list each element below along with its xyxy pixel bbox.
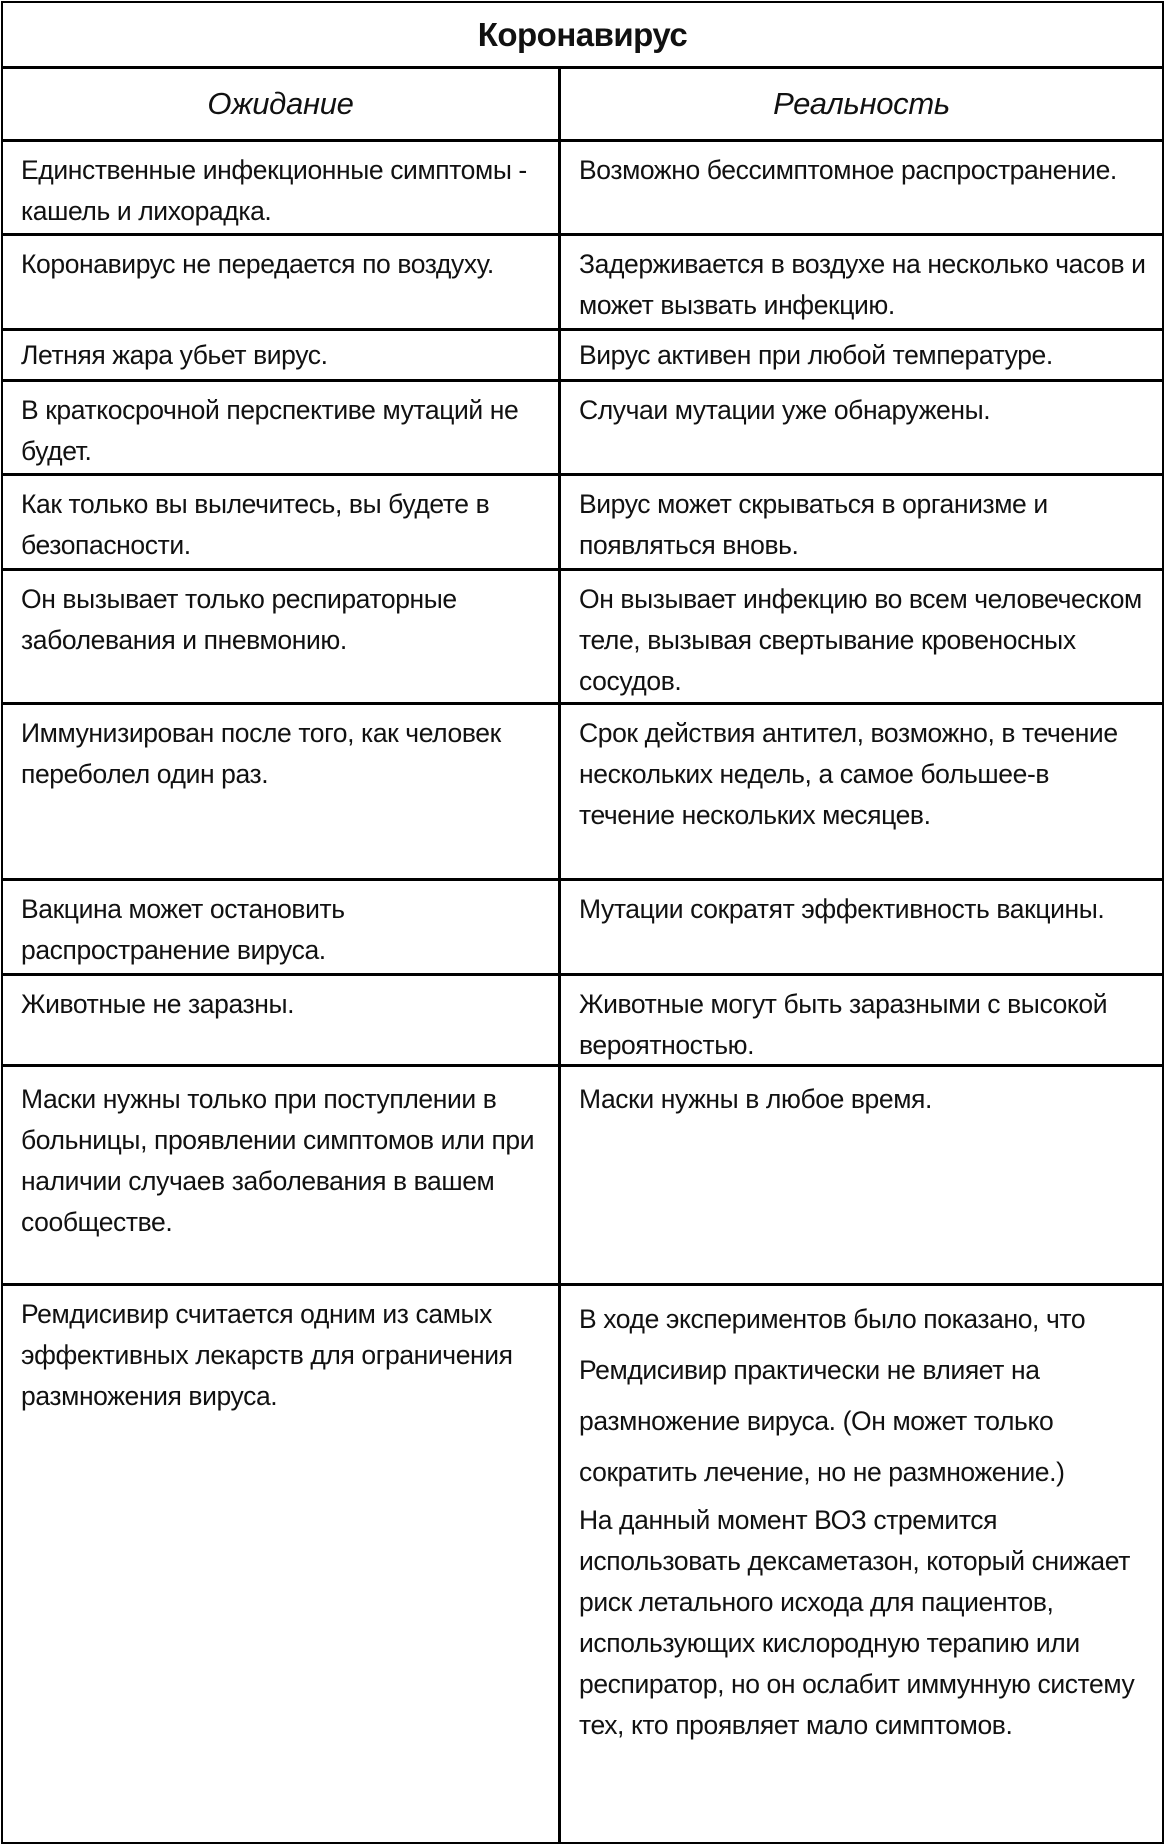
- expectation-cell: [3, 571, 561, 702]
- expectation-text: Единственные инфекционные симптомы - кашель и лихорадка.: [21, 155, 527, 226]
- reality-cell: [561, 476, 1162, 568]
- expectation-text: Маски нужны только при поступлении в больницы, проявлении симптомов или при наличии случаев заболевания в вашем сообществе.: [21, 1084, 535, 1237]
- reality-cell: [561, 236, 1162, 328]
- reality-text: Вирус активен при любой температуре.: [579, 340, 1053, 370]
- expectation-text: Иммунизирован после того, как человек переболел один раз.: [21, 718, 501, 789]
- expectation-cell: [3, 236, 561, 328]
- reality-cell: [561, 1067, 1162, 1283]
- table-row: [3, 1067, 1162, 1286]
- expectation-text: В краткосрочной перспективе мутаций не будет.: [21, 395, 519, 466]
- reality-text: Животные могут быть заразными с высокой вероятностью.: [579, 989, 1108, 1060]
- reality-cell: [561, 382, 1162, 473]
- table-row: [3, 976, 1162, 1067]
- table-row: [3, 881, 1162, 976]
- expectation-cell: [3, 142, 561, 233]
- expectation-cell: [3, 1286, 561, 1843]
- expectation-text: Коронавирус не передается по воздуху.: [21, 249, 494, 279]
- expectation-cell: [3, 976, 561, 1064]
- reality-text: Случаи мутации уже обнаружены.: [579, 395, 991, 425]
- expectation-text: Ремдисивир считается одним из самых эффективных лекарств для ограничения размножения вируса.: [21, 1299, 513, 1411]
- expectation-text: Он вызывает только респираторные заболевания и пневмонию.: [21, 584, 457, 655]
- reality-text: Задерживается в воздухе на несколько часов и может вызвать инфекцию.: [579, 249, 1146, 320]
- reality-cell: [561, 705, 1162, 878]
- reality-text-paragraph-2: На данный момент ВОЗ стремится использовать дексаметазон, который снижает риск летального исхода для пациентов, использующих кислородную терапию или респиратор, но он ослабит иммунную систему тех, кто проявляет мало симптомов.: [579, 1505, 1135, 1740]
- reality-cell: [561, 881, 1162, 973]
- expectation-cell: [3, 881, 561, 973]
- expectation-cell: [3, 331, 561, 379]
- reality-text: Он вызывает инфекцию во всем человеческом теле, вызывая свертывание кровеносных сосудов.: [579, 584, 1142, 696]
- reality-text: В ходе экспериментов было показано, что Ремдисивир практически не влияет на размножение вируса. (Он может только сократить лечение, но не размножение.): [579, 1304, 1086, 1487]
- table-title: Коронавирус: [3, 3, 1162, 69]
- expectation-text: Животные не заразны.: [21, 989, 295, 1019]
- reality-cell: [561, 1286, 1162, 1843]
- expectation-text: Как только вы вылечитесь, вы будете в безопасности.: [21, 489, 490, 560]
- table-row: [3, 476, 1162, 571]
- reality-cell: [561, 142, 1162, 233]
- table-row: [3, 1286, 1162, 1843]
- table-header-row: [3, 69, 1162, 142]
- expectation-text: Вакцина может остановить распространение вируса.: [21, 894, 345, 965]
- table-row: [3, 331, 1162, 382]
- comparison-table: [1, 1, 1164, 1844]
- reality-text: Возможно бессимптомное распространение.: [579, 155, 1117, 185]
- table-row: [3, 142, 1162, 236]
- reality-cell: [561, 331, 1162, 379]
- reality-text: Мутации сократят эффективность вакцины.: [579, 894, 1105, 924]
- expectation-cell: [3, 476, 561, 568]
- table-row: [3, 382, 1162, 476]
- expectation-cell: [3, 1067, 561, 1283]
- column-header-expectation: Ожидание: [3, 69, 561, 139]
- expectation-text: Летняя жара убьет вирус.: [21, 340, 328, 370]
- reality-cell: [561, 571, 1162, 702]
- expectation-cell: [3, 382, 561, 473]
- reality-text: Вирус может скрываться в организме и появляться вновь.: [579, 489, 1048, 560]
- reality-cell: [561, 976, 1162, 1064]
- table-row: [3, 571, 1162, 705]
- reality-text: Срок действия антител, возможно, в течение нескольких недель, а самое большее-в течение нескольких месяцев.: [579, 718, 1118, 830]
- reality-text: Маски нужны в любое время.: [579, 1084, 932, 1114]
- expectation-cell: [3, 705, 561, 878]
- table-row: [3, 705, 1162, 881]
- table-row: [3, 236, 1162, 331]
- column-header-reality: Реальность: [773, 86, 950, 121]
